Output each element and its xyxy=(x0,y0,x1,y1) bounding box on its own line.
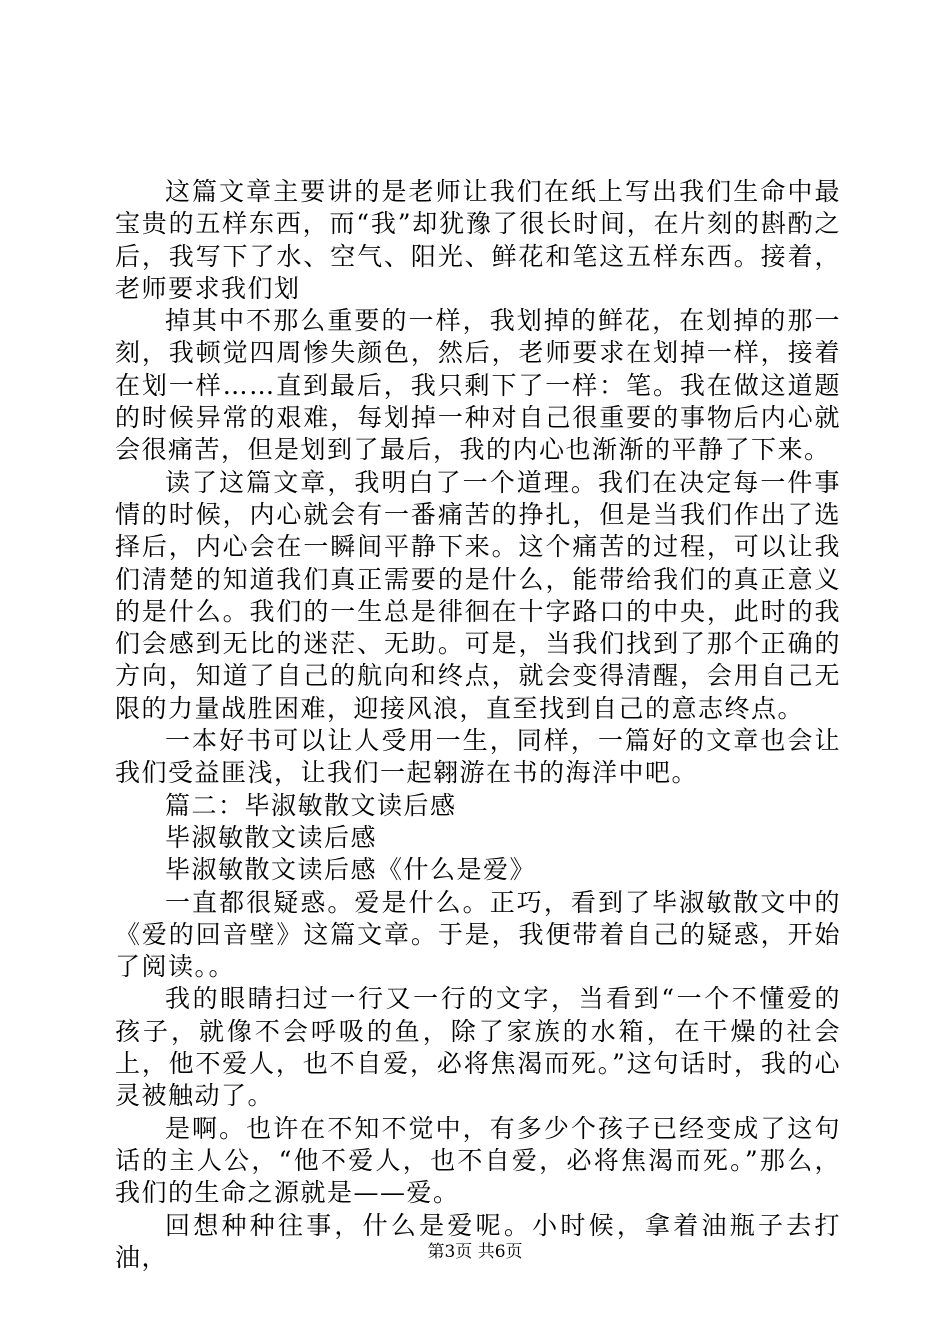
paragraph-1: 这篇文章主要讲的是老师让我们在纸上写出我们生命中最宝贵的五样东西，而“我”却犹豫了很长时间，在片刻的斟酌之后，我写下了水、空气、阳光、鲜花和笔这五样东西。接着，老师要求我们划 xyxy=(115,177,841,303)
paragraph-6: 我的眼睛扫过一行又一行的文字，当看到“一个不懂爱的孩子，就像不会呼吸的鱼，除了家族的水箱，在干燥的社会上，他不爱人，也不自爱，必将焦渴而死。”这句话时，我的心灵被触动了。 xyxy=(115,984,841,1111)
article-title: 毕淑敏散文读后感《什么是爱》 xyxy=(165,855,537,885)
section-heading: 篇二：毕淑敏散文读后感 xyxy=(165,790,457,820)
paragraph-5: 一直都很疑惑。爱是什么。正巧，看到了毕淑敏散文中的《爱的回音壁》这篇文章。于是，我便带着自己的疑惑，开始了阅读。。 xyxy=(115,887,841,982)
page-number-footer: 第3页 共6页 xyxy=(427,1242,523,1262)
paragraph-4: 一本好书可以让人受用一生，同样，一篇好的文章也会让我们受益匪浅，让我们一起翱游在书的海洋中吧。 xyxy=(115,726,841,788)
section-subtitle: 毕淑敏散文读后感 xyxy=(165,822,378,852)
document-body xyxy=(115,176,841,1274)
paragraph-8: 回想种种往事，什么是爱呢。小时候，拿着油瓶子去打油， xyxy=(115,1210,841,1272)
paragraph-3: 读了这篇文章，我明白了一个道理。我们在决定每一件事情的时候，内心就会有一番痛苦的挣扎，但是当我们作出了选择后，内心会在一瞬间平静下来。这个痛苦的过程，可以让我们清楚的知道我们真正需要的是什么，能带给我们的真正意义的是什么。我们的一生总是徘徊在十字路口的中央，此时的我们会感到无比的迷茫、无助。可是，当我们找到了那个正确的方向，知道了自己的航向和终点，就会变得清醒，会用自己无限的力量战胜困难，迎接风浪，直至找到自己的意志终点。 xyxy=(115,467,841,723)
paragraph-2: 掉其中不那么重要的一样，我划掉的鲜花，在划掉的那一刻，我顿觉四周惨失颜色，然后，老师要求在划掉一样，接着在划一样……直到最后，我只剩下了一样：笔。我在做这道题的时候异常的艰难，每划掉一种对自己很重要的事物后内心就会很痛苦，但是划到了最后，我的内心也渐渐的平静了下来。 xyxy=(115,306,841,465)
paragraph-7: 是啊。也许在不知不觉中，有多少个孩子已经变成了这句话的主人公，“他不爱人，也不自爱，必将焦渴而死。”那么，我们的生命之源就是——爱。 xyxy=(115,1113,841,1208)
